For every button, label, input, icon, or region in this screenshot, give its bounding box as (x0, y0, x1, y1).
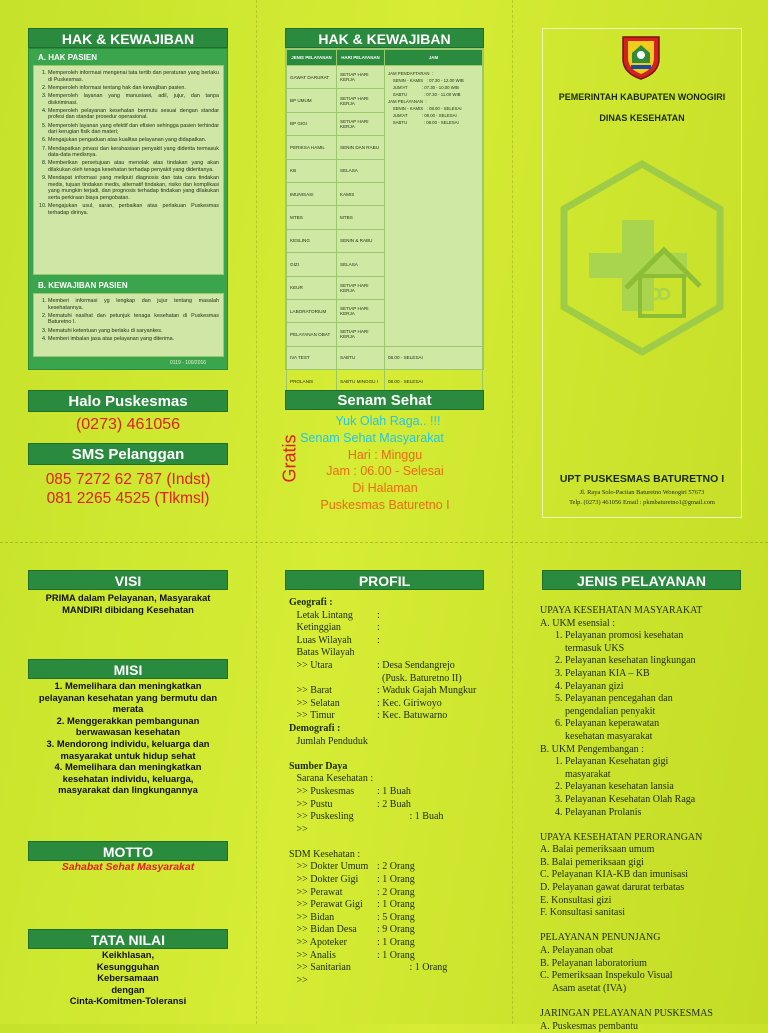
profil-line (289, 773, 484, 786)
jam-line: SABTU : 08.00 - SELESAI (388, 120, 459, 125)
puskesmas-logo-icon (556, 158, 728, 358)
jenis-pelayanan-header: JENIS PELAYANAN (542, 570, 741, 590)
fold-line (0, 542, 768, 543)
fold-line (512, 0, 513, 1024)
profil-value: : 1 Orang (377, 962, 448, 974)
profil-label: >> Timur (289, 710, 335, 722)
jenis-pelayanan-line (540, 995, 750, 1008)
profil-value: : 2 Orang (377, 886, 415, 898)
hak-pasien-item: 2. Memperoleh informasi tentang hak dan kewajiban pasien. (48, 85, 219, 92)
profil-value: : (377, 634, 380, 646)
profil-label: >> Barat (289, 685, 332, 697)
profil-label: >> Puskesmas (289, 785, 355, 797)
jenis-pelayanan-line: 2. Pelayanan kesehatan lansia (540, 781, 674, 793)
profil-label: Sumber Daya (289, 760, 348, 772)
halo-phone: (0273) 461056 (75, 416, 181, 433)
profil-value: : Kec. Giriwoyo (377, 697, 442, 709)
jenis-pelayanan-line: B. UKM Pengembangan : (540, 743, 644, 755)
profil-label: >> Perawat Gigi (289, 899, 363, 911)
jadwal-header: HAK & KEWAJIBAN (285, 28, 484, 48)
profil-value: : (377, 622, 380, 634)
kewajiban-pasien-list (33, 293, 224, 357)
profil-label: Luas Wilayah (289, 634, 352, 646)
profil-line (289, 685, 484, 698)
tata-nilai-line: Kebersamaan (97, 972, 159, 984)
cell-jenis: GIZI (287, 253, 337, 276)
profil-label: Demografi : (289, 722, 341, 734)
profil-line (289, 635, 484, 648)
profil-line (289, 811, 484, 824)
misi-header: MISI (28, 659, 228, 679)
col-header-jenis: JENIS PELAYANAN (287, 50, 337, 66)
profil-value: : 1 Orang (377, 874, 415, 886)
senam-line-2: Senam Sehat Masyarakat (300, 431, 444, 445)
profil-value: : 2 Orang (377, 861, 415, 873)
table-row (287, 66, 483, 89)
profil-line (289, 975, 484, 988)
jenis-pelayanan-line: PELAYANAN PENUNJANG (540, 932, 661, 944)
cell-jenis: PELAYANAN OBAT (287, 323, 337, 346)
cell-hari: SABTU MINGGU I (337, 370, 385, 393)
profil-value: : Desa Sendangrejo (377, 659, 455, 671)
profil-label: >> Puskesling (289, 811, 354, 823)
profil-value: : 1 Orang (377, 899, 415, 911)
profil-label: >> Sanitarian (289, 962, 351, 974)
jam-line: JAM PENDAFTARAN : (388, 71, 434, 76)
jenis-pelayanan-line: UPAYA KESEHATAN MASYARAKAT (540, 605, 703, 616)
profil-line (289, 950, 484, 963)
hak-pasien-item: 7. Mendapatkan privasi dan kerahasiaan penyakit yang diderita termasuk data-data medisnya. (48, 146, 219, 159)
profil-label: >> Pustu (289, 798, 333, 810)
profil-label: >> (289, 823, 308, 835)
profil-line (289, 610, 484, 623)
profil-label: >> Apoteker (289, 937, 347, 949)
misi-line: berwawasan kesehatan (75, 726, 181, 738)
cell-hari: KAMIS (337, 182, 385, 205)
profil-line (289, 710, 484, 723)
hak-pasien-item: 6. Mengajukan pengaduan atas kualitas pelayanan yang didapatkan. (48, 137, 219, 144)
cell-hari: SENIN DAN RABU (337, 136, 385, 159)
profil-label: Jumlah Penduduk (289, 735, 368, 747)
misi-line: pelayanan kesehatan yang bermutu dan (38, 691, 218, 703)
hak-pasien-item: 8. Memberikan persetujuan atau menolak atas tindakan yang akan dilakukan oleh tenaga kesehatan terhadap penyakit yang dideritanya. (48, 160, 219, 173)
jenis-pelayanan-line: masyarakat (540, 768, 611, 780)
tata-nilai-line: Keikhlasan, (101, 949, 155, 960)
senam-line-4: Jam : 06.00 - Selesai (326, 464, 444, 478)
profil-value: : 1 Buah (377, 811, 444, 823)
profil-label (289, 748, 377, 761)
jenis-pelayanan-line: JARINGAN PELAYANAN PUSKESMAS (540, 1008, 713, 1019)
cell-jenis: BP GIGI (287, 112, 337, 135)
profil-line (289, 597, 484, 610)
profil-line (289, 786, 484, 799)
kewajiban-pasien-item: 3. Mematuhi ketentuan yang berlaku di saryankes. (48, 328, 219, 335)
profil-line (289, 924, 484, 937)
senam-sehat-header: Senam Sehat (285, 390, 484, 410)
cell-jenis: GAWAT DARURAT (287, 66, 337, 89)
hak-pasien-item: 3. Memperoleh layanan yang manusiawi, adil, jujur, dan tanpa diskriminasi. (48, 93, 219, 106)
tata-nilai-line: Kesungguhan (96, 960, 160, 972)
tata-nilai-list (28, 949, 228, 1007)
sms-numbers (28, 470, 228, 508)
cell-jenis: KESLING (287, 229, 337, 252)
profil-line (289, 874, 484, 887)
visi-header: VISI (28, 570, 228, 590)
fold-line (256, 0, 257, 1024)
kewajiban-pasien-item: 2. Mematuhi nasihat dan petunjuk tenaga kesehatan di Puskesmas Baturetno I. (48, 313, 219, 326)
misi-line: merata (112, 703, 144, 715)
jenis-pelayanan-line: 6. Pelayanan keperawatan (540, 718, 660, 730)
misi-list (28, 680, 228, 796)
cell-hari: SETIAP HARI KERJA (337, 89, 385, 112)
jenis-pelayanan-line: 1. Pelayanan Kesehatan gigi (540, 756, 669, 768)
jenis-pelayanan-line (540, 920, 750, 933)
profil-label: Batas Wilayah (289, 647, 355, 659)
cell-hari: SETIAP HARI KERJA (337, 276, 385, 299)
profil-value: : 1 Orang (377, 949, 415, 961)
cell-jenis: MTBS (287, 206, 337, 229)
jenis-pelayanan-line: C. Pelayanan KIA-KB dan imunisasi (540, 869, 689, 881)
profil-line (289, 748, 484, 761)
hak-pasien-item: 5. Memperoleh layanan yang efektif dan efisien sehingga pasien terhindar dari kerugian fisik dan materi; (48, 123, 219, 136)
jenis-pelayanan-line: F. Konsultasi sanitasi (540, 907, 626, 919)
tata-nilai-header: TATA NILAI (28, 929, 228, 949)
col-header-jam: JAM (385, 50, 483, 66)
cell-jenis: IMUNISASI (287, 182, 337, 205)
kewajiban-pasien-item: 1. Memberi informasi yg lengkap dan jujur tentang masalah kesehatannya. (48, 298, 219, 311)
tata-nilai-line: dengan (111, 983, 145, 995)
motto-text: Sahabat Sehat Masyarakat (61, 861, 195, 873)
jenis-pelayanan-line (540, 819, 750, 832)
profil-label: >> Bidan Desa (289, 924, 357, 936)
hak-pasien-item: 4. Memperoleh pelayanan kesehatan bermutu sesuai dengan standar profesi dan standar prosedur operasional. (48, 108, 219, 121)
sms-pelanggan-header: SMS Pelanggan (28, 443, 228, 465)
gratis-text: Gratis (279, 434, 300, 483)
jam-line: SENIN - KAMIS : 07.30 - 12.00 WIB (388, 78, 464, 83)
hak-pasien-item: 9. Mendapat informasi yang meliputi diagnosis dan tata cara tindakan medis, tujuan tindakan medis, alternatif tindakan, risiko dan komplikasi yang mungkin terjadi, dan prognosis terhadap tindakan yang dilakukan serta perkiraan biaya pengobatan. (48, 175, 219, 201)
profil-label: >> Dokter Gigi (289, 874, 359, 886)
jenis-pelayanan-line: pengendalian penyakit (540, 705, 656, 717)
cell-jenis: KB (287, 159, 337, 182)
jenis-pelayanan-line: termasuk UKS (540, 642, 625, 654)
jenis-pelayanan-line: 3. Pelayanan Kesehatan Olah Raga (540, 793, 696, 805)
profil-value: : 5 Orang (377, 911, 415, 923)
profil-line (289, 736, 484, 749)
jenis-pelayanan-line: B. Pelayanan laboratorium (540, 957, 647, 969)
profil-label: Ketinggian (289, 622, 341, 634)
cell-jenis: PERIKSA HAMIL (287, 136, 337, 159)
jadwal-table (285, 48, 484, 384)
jenis-pelayanan-line: 1. Pelayanan promosi kesehatan (540, 630, 684, 642)
cell-hari: SETIAP HARI KERJA (337, 66, 385, 89)
profil-line (289, 861, 484, 874)
halo-puskesmas-header: Halo Puskesmas (28, 390, 228, 412)
cell-jam (385, 66, 483, 347)
profil-value: : 9 Orang (377, 924, 415, 936)
cell-hari: SABTU (337, 346, 385, 369)
jenis-pelayanan-line: B. Balai pemeriksaan gigi (540, 856, 644, 868)
profil-line (289, 723, 484, 736)
profil-label: Letak Lintang (289, 609, 353, 621)
profil-label: >> Analis (289, 949, 336, 961)
cell-jam: 08.00 - SELESAI (385, 346, 483, 369)
profil-label: SDM Kesehatan : (289, 848, 361, 860)
gov-name: PEMERINTAH KABUPATEN WONOGIRI (558, 92, 726, 102)
profil-value: : Waduk Gajah Mungkur (377, 685, 477, 697)
jam-line: SENIN - KAMIS : 08.00 - SELESAI (388, 106, 462, 111)
profil-line (289, 761, 484, 774)
hak-kewajiban-header: HAK & KEWAJIBAN (28, 28, 228, 48)
profil-value: : 2 Buah (377, 798, 411, 810)
cell-hari: SETIAP HARI KERJA (337, 299, 385, 322)
profil-line (289, 899, 484, 912)
senam-line-3: Hari : Minggu (347, 448, 423, 462)
jenis-pelayanan-line: D. Pelayanan gawat darurat terbatas (540, 882, 685, 894)
jenis-pelayanan-line: A. Pelayanan obat (540, 945, 614, 957)
tata-nilai-line: Cinta-Komitmen-Toleransi (69, 995, 187, 1007)
misi-line: 4. Memelihara dan meningkatkan (54, 761, 202, 773)
jenis-pelayanan-line: A. Balai pemeriksaan umum (540, 844, 655, 856)
senam-line-5: Di Halaman (352, 481, 418, 495)
hak-pasien-item: 10. Mengajukan usul, saran, perbaikan atas perlakuan Puskesmas terhadap dirinya. (48, 203, 219, 216)
profil-value: : Kec. Batuwarno (377, 710, 448, 722)
cell-jenis: IVA TEST (287, 346, 337, 369)
jam-line: JUM'AT : 07.30 - 10.00 WIB (388, 85, 459, 90)
jenis-pelayanan-line: kesehatan masyarakat (540, 730, 653, 742)
senam-line-1: Yuk Olah Raga.. !!! (335, 414, 441, 428)
jenis-pelayanan-line: UPAYA KESEHATAN PERORANGAN (540, 831, 703, 843)
visi-text: PRIMA dalam Pelayanan, Masyarakat MANDIRI dibidang Kesehatan (45, 592, 211, 615)
footer-code: 0119 - 100/2016 (170, 360, 207, 366)
profil-line (289, 673, 484, 686)
jam-line: SABTU : 07.30 - 11.00 WIB (388, 92, 461, 97)
misi-line: 3. Mendorong individu, keluarga dan (46, 737, 210, 749)
jenis-pelayanan-line: Asam asetat (IVA) (540, 982, 627, 994)
hak-pasien-title: A. HAK PASIEN (38, 53, 97, 62)
cell-hari: MTBS (337, 206, 385, 229)
cell-jenis: KEUR (287, 276, 337, 299)
profil-value: : 1 Buah (377, 785, 411, 797)
jenis-pelayanan-line: 5. Pelayanan pencegahan dan (540, 693, 673, 705)
profil-value: : (377, 609, 380, 621)
profil-line (289, 912, 484, 925)
cell-hari: SETIAP HARI KERJA (337, 112, 385, 135)
jam-line: JUM'AT : 08.00 - SELESAI (388, 113, 457, 118)
profil-line (289, 849, 484, 862)
senam-line-6: Puskesmas Baturetno I (320, 498, 450, 512)
misi-line: 1. Memelihara dan meningkatkan (54, 680, 202, 691)
profil-label: >> Utara (289, 659, 333, 671)
jenis-pelayanan-list (540, 605, 750, 1033)
col-header-hari: HARI PELAYANAN (337, 50, 385, 66)
profil-header: PROFIL (285, 570, 484, 590)
cell-hari: SETIAP HARI KERJA (337, 323, 385, 346)
cell-jam: 08.00 - SELESAI (385, 370, 483, 393)
cell-jenis: BP UMUM (287, 89, 337, 112)
kewajiban-pasien-title: B. KEWAJIBAN PASIEN (38, 281, 128, 290)
misi-line: kesehatan individu, keluarga, (62, 772, 194, 784)
profil-label (289, 836, 377, 849)
jenis-pelayanan-line: A. UKM esensial : (540, 617, 615, 629)
profil-label (289, 673, 377, 686)
profil-label: >> Perawat (289, 886, 343, 898)
kewajiban-pasien-item: 4. Memberi imbalan jasa atas pelayanan yang diterima. (48, 336, 219, 343)
cell-jenis: PROLANIS (287, 370, 337, 393)
cell-hari: SELASA (337, 253, 385, 276)
profil-line (289, 698, 484, 711)
hak-pasien-list (33, 65, 224, 275)
cell-hari: SENIN & RABU (337, 229, 385, 252)
profil-line (289, 647, 484, 660)
profil-line (289, 622, 484, 635)
profil-label: >> (289, 974, 308, 986)
profil-line (289, 824, 484, 837)
jenis-pelayanan-line: 4. Pelayanan gizi (540, 680, 624, 692)
contact: Telp. (0273) 461056 Email : pkmbaturetno1@gmail.com (569, 499, 715, 506)
profil-line (289, 836, 484, 849)
jam-line: JAM PELAYANAN : (388, 99, 427, 104)
table-row (287, 346, 483, 369)
profil-label: >> Bidan (289, 911, 335, 923)
jenis-pelayanan-line: A. Puskesmas pembantu (540, 1020, 639, 1032)
misi-line: masyarakat dan lingkungannya (58, 784, 198, 796)
hak-pasien-item: 1. Memperoleh informasi mengenai tata tertib dan peraturan yang berlaku di Puskesmas. (48, 70, 219, 83)
profil-label: Sarana Kesehatan : (289, 773, 374, 785)
address: Jl. Raya Solo-Pacitan Baturetno Wonogiri 57673 (579, 489, 705, 496)
profil-line (289, 937, 484, 950)
profil-label: >> Dokter Umum (289, 861, 369, 873)
profil-line (289, 799, 484, 812)
profil-label: >> Selatan (289, 697, 340, 709)
motto-header: MOTTO (28, 841, 228, 861)
profil-line (289, 660, 484, 673)
jenis-pelayanan-line: 4. Pelayanan Prolanis (540, 806, 642, 818)
profil-list (289, 597, 484, 987)
sms-number-1: 085 7272 62 787 (Indst) (45, 471, 211, 488)
jenis-pelayanan-line: 3. Pelayanan KIA – KB (540, 667, 650, 679)
cell-jenis: LABORATORIUM (287, 299, 337, 322)
jenis-pelayanan-line: 2. Pelayanan kesehatan lingkungan (540, 655, 696, 667)
cell-hari: SELASA (337, 159, 385, 182)
sms-number-2: 081 2265 4525 (Tlkmsl) (46, 490, 210, 507)
misi-line: 2. Menggerakkan pembangunan (56, 714, 200, 726)
profil-line (289, 962, 484, 975)
wonogiri-emblem-icon (620, 33, 662, 81)
profil-value: (Pusk. Baturetno II) (377, 672, 462, 684)
misi-line: masyarakat untuk hidup sehat (60, 749, 196, 761)
profil-line (289, 887, 484, 900)
jenis-pelayanan-line: C. Pemeriksaan Inspekulo Visual (540, 970, 673, 982)
dinas-name: DINAS KESEHATAN (599, 113, 685, 123)
upt-name: UPT PUSKESMAS BATURETNO I (559, 473, 725, 485)
profil-value: : 1 Orang (377, 937, 415, 949)
profil-label: Geografi : (289, 597, 333, 608)
jenis-pelayanan-line: E. Konsultasi gizi (540, 894, 612, 906)
